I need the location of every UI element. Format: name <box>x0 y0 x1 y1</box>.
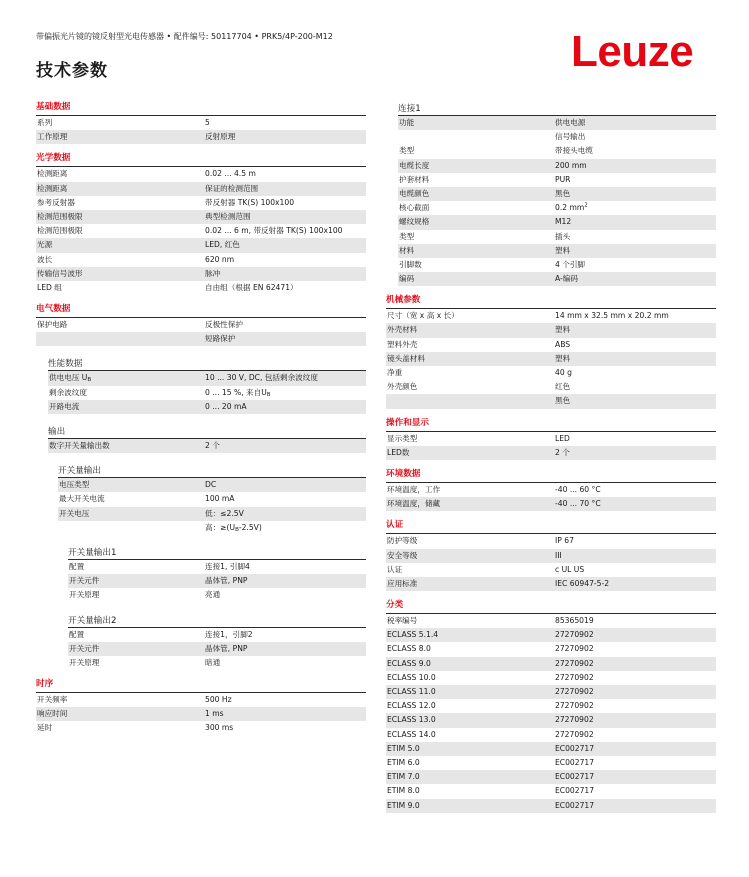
table-row <box>386 309 716 323</box>
row-key: ECLASS 14.0 <box>387 729 436 739</box>
table-row <box>386 770 716 784</box>
row-key: 开关元件 <box>69 643 100 653</box>
row-key: ECLASS 8.0 <box>387 644 431 654</box>
row-key: LED数 <box>387 447 410 457</box>
row-key: 参考反射器 <box>37 197 75 207</box>
row-value: 供电电源 <box>555 118 586 127</box>
section-heading-environment: 环境数据 <box>386 468 421 479</box>
table-row <box>386 446 716 460</box>
row-value: A-编码 <box>555 274 578 284</box>
table-row <box>36 281 366 295</box>
table-row <box>386 713 716 727</box>
section-heading-operation: 操作和显示 <box>386 417 429 428</box>
row-value: 27270902 <box>555 658 594 668</box>
row-key: 系列 <box>37 118 53 127</box>
row-key: 检测距离 <box>37 183 68 193</box>
row-key <box>58 521 205 535</box>
table-row <box>386 352 716 366</box>
table-row <box>386 366 716 380</box>
subsection-heading-outputs: 输出 <box>48 427 66 437</box>
row-key: ETIM 8.0 <box>387 786 420 796</box>
table-row <box>386 483 716 497</box>
row-value: 高：$\ge(U_B-2.5V)$ <box>205 522 262 533</box>
row-key: 护套材料 <box>399 174 430 184</box>
table-row <box>58 507 366 521</box>
table-row <box>36 196 366 210</box>
table-row <box>386 614 716 628</box>
row-key: 外壳颜色 <box>387 382 418 392</box>
row-value: ABS <box>555 339 571 349</box>
connection-group <box>386 101 716 286</box>
row-key: 开关电压 <box>59 508 90 518</box>
switching-output-1-group <box>36 545 366 670</box>
table-row <box>386 699 716 713</box>
row-key: ECLASS 9.0 <box>387 658 431 668</box>
row-key: ECLASS 10.0 <box>387 672 436 682</box>
row-key: 开关元件 <box>69 576 100 586</box>
row-key: 引脚数 <box>399 259 422 269</box>
row-value: 0 ... 20 mA <box>205 401 247 411</box>
row-value: 27270902 <box>555 715 594 725</box>
table-row <box>68 588 366 602</box>
row-key: LED 组 <box>37 282 62 292</box>
table-row <box>36 267 366 281</box>
table-row <box>398 116 716 130</box>
row-value: 0 ... 15 %, 来自$U_B$ <box>205 387 271 398</box>
table-row <box>68 560 366 574</box>
row-key: 供电电压 $U_B$ <box>49 373 92 384</box>
row-value: 晶体管, PNP <box>205 643 248 653</box>
table-row <box>68 574 366 588</box>
row-key: 螺纹规格 <box>399 217 430 227</box>
row-value: LED, 红色 <box>205 240 240 250</box>
row-value: EC002717 <box>555 800 595 810</box>
row-value: 黑色 <box>555 396 571 406</box>
row-key <box>386 394 555 408</box>
row-key: 显示类型 <box>387 433 418 443</box>
row-value: 40 g <box>555 368 572 377</box>
table-row <box>398 272 716 286</box>
row-key: 开关原理 <box>69 657 100 667</box>
row-value: 短路保护 <box>205 334 236 344</box>
row-value: 带接头电缆 <box>555 146 593 156</box>
row-key: ETIM 6.0 <box>387 757 420 767</box>
row-value: 塑料 <box>555 353 571 363</box>
row-key: 镜头盖材料 <box>387 353 425 363</box>
row-value: 27270902 <box>555 644 594 654</box>
table-row <box>48 400 366 414</box>
subsection-heading-performance: 性能数据 <box>48 359 83 370</box>
subsection-heading-output2: 开关量输出2 <box>68 615 117 626</box>
row-key: 环境温度，储藏 <box>387 499 441 509</box>
row-key: 尺寸（宽 x 高 x 长） <box>387 311 459 321</box>
basic-data-table <box>36 116 366 144</box>
row-value: IEC 60947-5-2 <box>555 578 610 588</box>
output1-table <box>68 560 366 603</box>
table-row <box>386 432 716 446</box>
row-value: IP 67 <box>555 536 574 546</box>
row-value: EC002717 <box>555 786 595 796</box>
row-value: 暗通 <box>205 657 221 667</box>
row-key: 安全等级 <box>387 550 418 560</box>
row-value: 连接1，引脚2 <box>205 629 253 639</box>
subsection-heading-switching: 开关量输出 <box>58 466 101 477</box>
row-key: 波长 <box>37 254 53 264</box>
row-value: 0.02 ... 4.5 m <box>205 169 256 179</box>
row-key: 数字开关量输出数 <box>49 441 110 450</box>
row-key: ECLASS 12.0 <box>387 701 436 711</box>
row-key: 环境温度，工作 <box>387 484 441 494</box>
certification-table <box>386 534 716 591</box>
table-row <box>386 323 716 337</box>
table-row <box>36 182 366 196</box>
table-row <box>386 394 716 408</box>
row-value: EC002717 <box>555 743 595 753</box>
table-row <box>36 318 366 332</box>
table-row <box>36 210 366 224</box>
switching-output-group <box>36 463 366 535</box>
row-value: 27270902 <box>555 701 594 711</box>
row-key: 开路电流 <box>49 401 80 411</box>
table-row <box>68 628 366 642</box>
row-key: 开关频率 <box>37 695 68 705</box>
row-value: 反射原理 <box>205 132 236 142</box>
table-row <box>58 478 366 492</box>
row-key: 剩余波纹度 <box>49 387 87 397</box>
row-value: 300 ms <box>205 723 234 733</box>
row-value: 0.02 ... 6 m, 带反射器 TK(S) 100x100 <box>205 226 343 236</box>
row-value: DC <box>205 480 217 490</box>
row-key: 响应时间 <box>37 709 68 719</box>
table-row <box>386 784 716 798</box>
table-row <box>386 534 716 548</box>
environment-table <box>386 483 716 511</box>
table-row <box>48 439 366 453</box>
row-value: 晶体管, PNP <box>205 576 248 586</box>
row-key: ETIM 9.0 <box>387 800 420 810</box>
row-key: ETIM 7.0 <box>387 772 420 782</box>
row-key: 类型 <box>399 146 415 156</box>
row-value: 85365019 <box>555 616 594 626</box>
row-key: 类型 <box>399 231 415 241</box>
table-row <box>398 215 716 229</box>
section-heading-basic: 基础数据 <box>36 102 71 112</box>
leuze-logo: Leuze <box>571 27 694 76</box>
row-value: 带反射器 TK(S) 100x100 <box>205 197 295 207</box>
row-value: 500 Hz <box>205 695 232 705</box>
row-key: ECLASS 13.0 <box>387 715 436 725</box>
row-value: 1 ms <box>205 709 224 719</box>
table-row <box>386 563 716 577</box>
section-heading-classification: 分类 <box>386 600 404 611</box>
table-row <box>386 742 716 756</box>
row-value: 亮通 <box>205 590 221 600</box>
row-key: 税率编号 <box>387 616 418 626</box>
row-value: 保证的检测范围 <box>205 183 259 193</box>
section-heading-timing: 时序 <box>36 679 54 690</box>
row-key: 保护电路 <box>37 320 68 330</box>
connection-table-b <box>398 215 716 286</box>
table-row <box>398 187 716 201</box>
table-row <box>386 657 716 671</box>
row-value: 典型检测范围 <box>205 211 251 221</box>
row-key: 功能 <box>399 118 415 127</box>
row-key: ETIM 5.0 <box>387 743 420 753</box>
row-key: 净重 <box>387 368 403 377</box>
row-key: 电缆长度 <box>399 160 430 170</box>
row-key: 材料 <box>399 245 415 255</box>
table-row <box>398 230 716 244</box>
table-row <box>386 549 716 563</box>
table-row <box>386 728 716 742</box>
section-heading-electrical: 电气数据 <box>36 304 71 315</box>
row-key <box>36 332 205 346</box>
row-key: 应用标准 <box>387 578 418 588</box>
table-row <box>386 338 716 352</box>
row-value: 27270902 <box>555 687 594 696</box>
row-value: 插头 <box>555 231 571 241</box>
table-row <box>48 386 366 400</box>
row-value: 塑料 <box>555 325 571 335</box>
row-value: 塑料 <box>555 245 571 255</box>
subsection-heading-connection: 连接1 <box>398 104 421 114</box>
left-column <box>36 99 366 736</box>
row-key: 电压类型 <box>59 480 90 490</box>
page-title: 技术参数 <box>36 61 108 81</box>
row-key: ECLASS 5.1.4 <box>387 630 439 640</box>
row-value: 红色 <box>555 382 571 392</box>
performance-group <box>36 356 366 453</box>
row-value: -40 ... 60 °C <box>555 484 601 494</box>
row-value: 14 mm x 32.5 mm x 20.2 mm <box>555 311 669 321</box>
table-row <box>398 201 716 215</box>
row-key: 延时 <box>37 723 53 733</box>
document-subtitle: 带偏振光片镜的镜反射型光电传感器 • 配件编号: 50117704 • PRK5/4P-200-M12 <box>36 32 333 41</box>
row-value: c UL US <box>555 564 585 574</box>
table-row <box>36 693 366 707</box>
row-value: 200 mm <box>555 160 587 170</box>
row-key: 认证 <box>387 564 403 574</box>
row-value: 2 个 <box>555 447 570 457</box>
row-value: -40 ... 70 °C <box>555 499 601 509</box>
table-row <box>36 253 366 267</box>
row-key: 检测范围极限 <box>37 226 83 236</box>
operation-table <box>386 432 716 460</box>
row-value: 100 mA <box>205 494 235 504</box>
row-value: 低：≤2.5V <box>205 508 244 518</box>
row-value: EC002717 <box>555 757 595 767</box>
row-value: 2 个 <box>205 441 220 450</box>
row-key: 配置 <box>69 629 85 639</box>
table-row <box>48 371 366 385</box>
row-value: 黑色 <box>555 188 571 198</box>
mechanical-table <box>386 309 716 380</box>
table-row <box>398 159 716 173</box>
row-value: 27270902 <box>555 630 594 640</box>
row-key: 塑料外壳 <box>387 339 418 349</box>
table-row <box>386 799 716 813</box>
table-row <box>68 656 366 670</box>
classification-table <box>386 614 716 813</box>
row-value: 0.2 $mm^2$ <box>555 202 588 213</box>
table-row <box>36 224 366 238</box>
row-value: III <box>555 550 562 560</box>
section-heading-certification: 认证 <box>386 520 404 531</box>
table-row <box>386 380 716 394</box>
table-row <box>36 707 366 721</box>
row-key: 配置 <box>69 561 85 571</box>
row-value: 连接1, 引脚4 <box>205 561 250 571</box>
table-row <box>386 685 716 699</box>
row-value: 脉冲 <box>205 268 221 278</box>
row-key: 编码 <box>399 274 415 284</box>
subsection-heading-output1: 开关量输出1 <box>68 547 117 558</box>
row-value: 620 nm <box>205 254 235 264</box>
right-column <box>386 99 716 813</box>
table-row <box>386 671 716 685</box>
section-heading-mechanical: 机械参数 <box>386 295 421 306</box>
row-value: 信号输出 <box>555 132 586 142</box>
row-key: ECLASS 11.0 <box>387 687 436 696</box>
table-row <box>386 577 716 591</box>
row-value: M12 <box>555 217 572 227</box>
table-row <box>386 497 716 511</box>
row-key <box>398 130 555 144</box>
optical-data-table <box>36 167 366 295</box>
table-row <box>398 130 716 144</box>
row-key: 检测距离 <box>37 169 68 179</box>
row-key: 开关原理 <box>69 590 100 600</box>
table-row <box>398 244 716 258</box>
row-value: 27270902 <box>555 672 594 682</box>
row-value: 10 ... 30 V, DC, 包括剩余波纹度 <box>205 373 318 383</box>
row-value: 4 个引脚 <box>555 259 586 269</box>
row-value: 5 <box>205 118 210 127</box>
row-key: 最大开关电流 <box>59 494 105 504</box>
section-heading-optical: 光学数据 <box>36 153 71 164</box>
row-key: 防护等级 <box>387 536 418 546</box>
table-row <box>386 642 716 656</box>
timing-table <box>36 693 366 736</box>
row-value: 自由组（根据 EN 62471） <box>205 282 298 292</box>
table-row <box>386 756 716 770</box>
row-key: 检测范围极限 <box>37 211 83 221</box>
row-key: 工作原理 <box>37 132 68 142</box>
table-row <box>58 521 366 535</box>
table-row <box>36 721 366 735</box>
output2-table <box>68 628 366 671</box>
table-row <box>36 116 366 130</box>
row-value: 27270902 <box>555 729 594 739</box>
table-row <box>398 258 716 272</box>
row-value: LED <box>555 433 570 443</box>
table-row <box>36 238 366 252</box>
table-row <box>386 628 716 642</box>
row-key: 电缆颜色 <box>399 188 430 198</box>
row-value: PUR <box>555 174 571 184</box>
table-row <box>398 173 716 187</box>
row-key: 传输信号波形 <box>37 268 83 278</box>
row-key: 外壳材料 <box>387 325 418 335</box>
table-row <box>398 144 716 158</box>
row-value: EC002717 <box>555 772 595 782</box>
connection-table-a <box>398 144 716 201</box>
row-key: 核心截面 <box>399 203 430 213</box>
table-row <box>68 642 366 656</box>
table-row <box>58 492 366 506</box>
table-row <box>36 130 366 144</box>
table-row <box>36 332 366 346</box>
row-value: 反极性保护 <box>205 320 243 330</box>
row-key: 光源 <box>37 240 53 250</box>
table-row <box>36 167 366 181</box>
